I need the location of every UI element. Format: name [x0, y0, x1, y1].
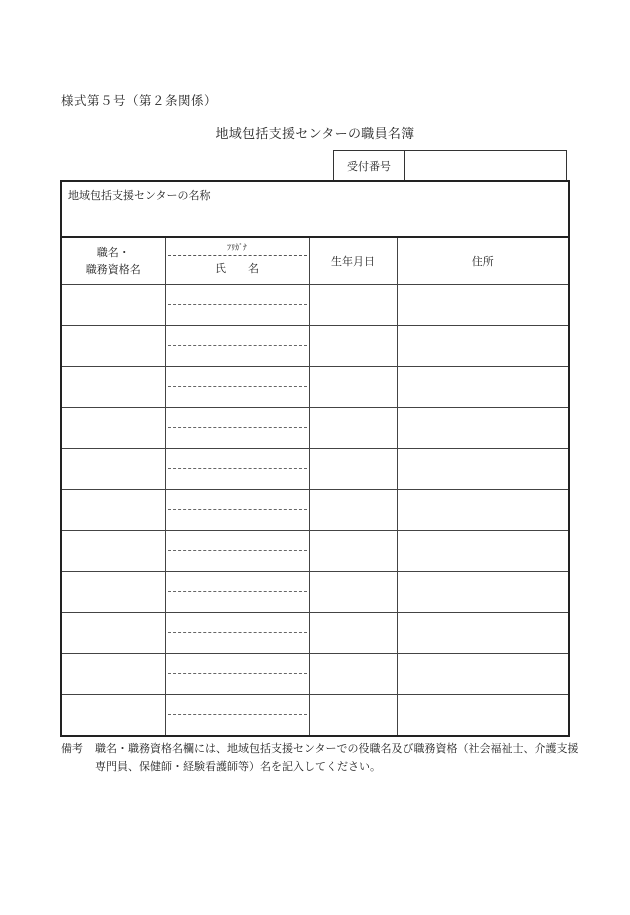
reception-number-label: 受付番号: [334, 151, 405, 181]
name-cell[interactable]: [165, 654, 309, 695]
name-cell[interactable]: [165, 613, 309, 654]
header-furigana: ﾌﾘｶﾞﾅ: [168, 240, 307, 256]
address-cell[interactable]: [397, 490, 569, 531]
job-title-cell[interactable]: [61, 367, 165, 408]
furigana-divider: [168, 304, 307, 305]
reception-number-field[interactable]: [405, 151, 566, 181]
table-row: [61, 326, 569, 367]
address-cell[interactable]: [397, 285, 569, 326]
furigana-divider: [168, 509, 307, 510]
document-title: 地域包括支援センターの職員名簿: [215, 127, 415, 142]
address-cell[interactable]: [397, 613, 569, 654]
table-row: [61, 490, 569, 531]
form-number: 様式第５号（第２条関係）: [61, 93, 218, 108]
header-name-label: 氏名: [215, 262, 281, 275]
birthdate-cell[interactable]: [309, 449, 397, 490]
job-title-cell[interactable]: [61, 490, 165, 531]
center-name-field[interactable]: [61, 181, 569, 237]
birthdate-cell[interactable]: [309, 490, 397, 531]
remarks: [61, 740, 581, 776]
table-row: [61, 695, 569, 737]
name-cell[interactable]: [165, 490, 309, 531]
job-title-cell[interactable]: [61, 326, 165, 367]
birthdate-cell[interactable]: [309, 695, 397, 737]
job-title-cell[interactable]: [61, 531, 165, 572]
table-row: [61, 285, 569, 326]
birthdate-cell[interactable]: [309, 408, 397, 449]
table-row: [61, 613, 569, 654]
birthdate-cell[interactable]: [309, 367, 397, 408]
header-job-title: [61, 237, 165, 285]
address-cell[interactable]: [397, 695, 569, 737]
furigana-divider: [168, 632, 307, 633]
remarks-label: 備考: [61, 742, 83, 755]
staff-roster-table: [60, 180, 570, 737]
name-cell[interactable]: [165, 449, 309, 490]
furigana-divider: [168, 427, 307, 428]
birthdate-cell[interactable]: [309, 613, 397, 654]
furigana-divider: [168, 468, 307, 469]
header-birthdate: 生年月日: [309, 237, 397, 285]
job-title-cell[interactable]: [61, 408, 165, 449]
table-row: [61, 367, 569, 408]
center-name-label: 地域包括支援センターの名称: [68, 189, 211, 202]
reception-number-box: [333, 150, 567, 181]
job-title-cell[interactable]: [61, 449, 165, 490]
address-cell[interactable]: [397, 654, 569, 695]
address-cell[interactable]: [397, 449, 569, 490]
remarks-text: 職名・職務資格名欄には、地域包括支援センターでの役職名及び職務資格（社会福祉士、介護支援専門員、保健師・経験看護師等）名を記入してください。: [95, 742, 579, 773]
address-cell[interactable]: [397, 367, 569, 408]
address-cell[interactable]: [397, 408, 569, 449]
job-title-cell[interactable]: [61, 572, 165, 613]
header-address: 住所: [397, 237, 569, 285]
name-cell[interactable]: [165, 572, 309, 613]
name-cell[interactable]: [165, 285, 309, 326]
header-job-line2: 職務資格名: [85, 263, 141, 276]
name-cell[interactable]: [165, 531, 309, 572]
table-row: [61, 531, 569, 572]
furigana-divider: [168, 673, 307, 674]
job-title-cell[interactable]: [61, 613, 165, 654]
table-header-row: [61, 237, 569, 285]
address-cell[interactable]: [397, 572, 569, 613]
job-title-cell[interactable]: [61, 285, 165, 326]
furigana-divider: [168, 345, 307, 346]
table-row: [61, 572, 569, 613]
birthdate-cell[interactable]: [309, 572, 397, 613]
header-job-line1: 職名・: [96, 246, 130, 259]
job-title-cell[interactable]: [61, 654, 165, 695]
birthdate-cell[interactable]: [309, 326, 397, 367]
furigana-divider: [168, 386, 307, 387]
address-cell[interactable]: [397, 326, 569, 367]
table-row: [61, 654, 569, 695]
header-name: [165, 237, 309, 285]
birthdate-cell[interactable]: [309, 654, 397, 695]
name-cell[interactable]: [165, 367, 309, 408]
birthdate-cell[interactable]: [309, 531, 397, 572]
address-cell[interactable]: [397, 531, 569, 572]
furigana-divider: [168, 550, 307, 551]
name-cell[interactable]: [165, 408, 309, 449]
name-cell[interactable]: [165, 326, 309, 367]
furigana-divider: [168, 714, 307, 715]
furigana-divider: [168, 591, 307, 592]
job-title-cell[interactable]: [61, 695, 165, 737]
table-row: [61, 408, 569, 449]
name-cell[interactable]: [165, 695, 309, 737]
birthdate-cell[interactable]: [309, 285, 397, 326]
table-row: [61, 449, 569, 490]
